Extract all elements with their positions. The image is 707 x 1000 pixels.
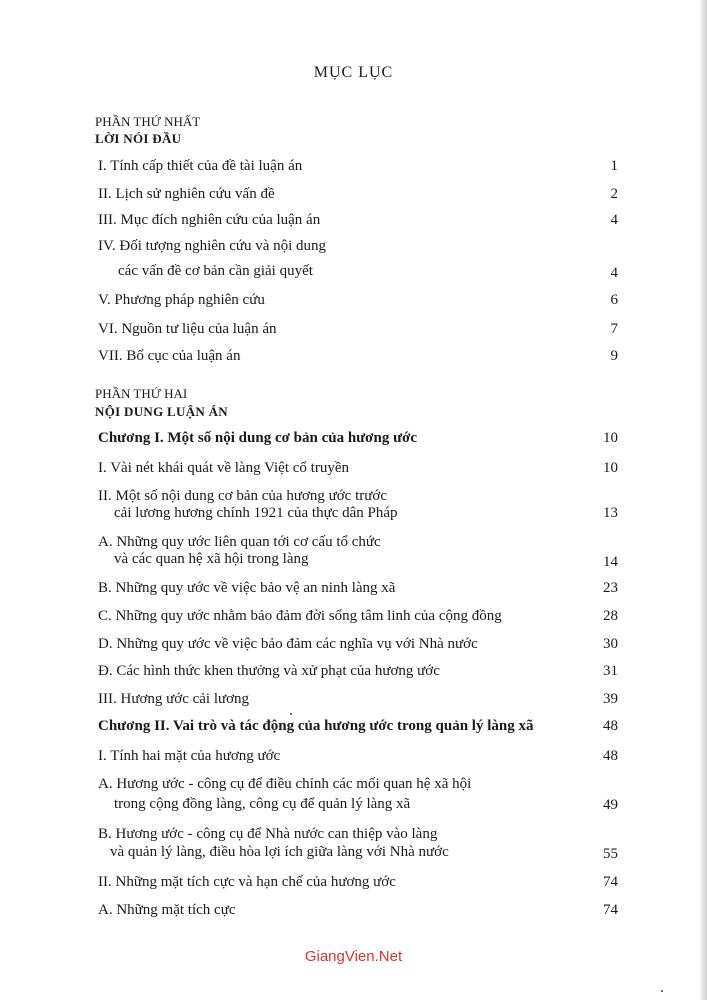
- scan-speck: [290, 713, 292, 715]
- toc-entry: [98, 534, 618, 568]
- toc-entry-text: B. Những quy ước về việc bảo vệ an ninh làng xã: [98, 580, 396, 596]
- toc-entry-text-continued: các vấn đề cơ bản cần giải quyết: [118, 263, 313, 279]
- toc-entry: [98, 691, 618, 708]
- toc-entry: [98, 580, 618, 597]
- toc-entry: [98, 460, 618, 477]
- toc-entry-text: I. Vài nét khái quát về làng Việt cổ truyền: [98, 460, 349, 476]
- toc-entry-page: 39: [603, 691, 618, 707]
- part2-label: PHẦN THỨ HAI: [95, 386, 188, 401]
- toc-entry: [98, 238, 618, 280]
- toc-entry: [98, 186, 618, 203]
- toc-entry-page: 14: [603, 554, 618, 570]
- toc-entry-text: B. Hương ước - công cụ để Nhà nước can thiệp vào làng: [98, 826, 438, 842]
- watermark-footer: GiangVien.Net: [304, 948, 403, 965]
- toc-entry-page: 10: [603, 460, 618, 476]
- toc-entry-text: Chương II. Vai trò và tác động của hương ước trong quản lý làng xã: [98, 718, 534, 734]
- toc-entry: [98, 348, 618, 365]
- toc-entry-page: 13: [603, 505, 618, 521]
- toc-entry-text: A. Hương ước - công cụ để điều chỉnh các mối quan hệ xã hội: [98, 776, 472, 792]
- toc-entry-page: 10: [603, 430, 618, 446]
- toc-entry-page: 74: [603, 902, 618, 918]
- toc-entry: [98, 826, 618, 861]
- toc-entry-page: 6: [610, 292, 618, 308]
- toc-entry-page: 31: [603, 663, 618, 679]
- toc-entry-page: 4: [610, 265, 618, 281]
- toc-entry-text-continued: cải lương hương chính 1921 của thực dân Pháp: [114, 505, 398, 521]
- toc-entry-text: I. Tính hai mặt của hương ước: [98, 748, 281, 764]
- toc-entry-text: VII. Bố cục của luận án: [98, 348, 241, 364]
- toc-entry: [98, 292, 618, 309]
- toc-entry-page: 74: [603, 874, 618, 890]
- toc-entry-page: 23: [603, 580, 618, 596]
- toc-entry-page: 55: [603, 846, 618, 862]
- toc-entry-text: Chương I. Một số nội dung cơ bản của hương ước: [98, 430, 418, 446]
- toc-entry-text-continued: và quản lý làng, điều hòa lợi ích giữa làng với Nhà nước: [110, 844, 449, 860]
- toc-chapter-entry: [98, 718, 618, 735]
- toc-entry-text: I. Tính cấp thiết của đề tài luận án: [98, 158, 303, 174]
- page-edge-shadow: [699, 0, 707, 1000]
- toc-entry-text: VI. Nguồn tư liệu của luận án: [98, 321, 277, 337]
- toc-entry: [98, 776, 618, 813]
- toc-entry-text: A. Những mặt tích cực: [98, 902, 236, 918]
- toc-entry-page: 7: [610, 321, 618, 337]
- toc-entry: [98, 488, 618, 522]
- part2-title: NỘI DUNG LUẬN ÁN: [95, 404, 228, 419]
- toc-entry-text-continued: và các quan hệ xã hội trong làng: [114, 551, 309, 567]
- toc-entry-page: 1: [610, 158, 618, 174]
- toc-entry-text-continued: trong cộng đồng làng, công cụ để quản lý làng xã: [114, 796, 411, 812]
- toc-entry-page: 9: [610, 348, 618, 364]
- page-title: MỤC LỤC: [313, 64, 394, 81]
- toc-entry-text: C. Những quy ước nhằm bảo đảm đời sống tâm linh của cộng đồng: [98, 608, 502, 624]
- toc-entry: [98, 874, 618, 891]
- toc-entry-text: IV. Đối tượng nghiên cứu và nội dung: [98, 238, 327, 254]
- scan-speck: [661, 990, 663, 992]
- toc-entry-text: III. Hương ước cải lương: [98, 691, 250, 707]
- toc-entry-text: V. Phương pháp nghiên cứu: [98, 292, 265, 308]
- toc-entry-page: 49: [603, 797, 618, 813]
- part1-title: LỜI NÓI ĐẦU: [95, 131, 182, 146]
- toc-entry-text: Đ. Các hình thức khen thưởng và xử phạt của hương ước: [98, 663, 440, 679]
- toc-entry-text: A. Những quy ước liên quan tới cơ cấu tổ chức: [98, 534, 381, 550]
- toc-entry-page: 48: [603, 748, 618, 764]
- part1-label: PHẦN THỨ NHẤT: [95, 114, 201, 129]
- toc-entry-text: II. Những mặt tích cực và hạn chế của hương ước: [98, 874, 396, 890]
- toc-entry-page: 30: [603, 636, 618, 652]
- toc-entry-page: 2: [610, 186, 618, 202]
- toc-entry-text: II. Một số nội dung cơ bản của hương ước trước: [98, 488, 387, 504]
- toc-entry-text: II. Lịch sử nghiên cứu vấn đề: [98, 186, 275, 202]
- toc-entry-page: 4: [610, 212, 618, 228]
- toc-entry-page: 28: [603, 608, 618, 624]
- toc-entry-page: 48: [603, 718, 618, 734]
- toc-chapter-entry: [98, 430, 618, 447]
- toc-entry: [98, 663, 618, 680]
- toc-entry-text: D. Những quy ước về việc bảo đảm các nghĩa vụ với Nhà nước: [98, 636, 478, 652]
- toc-entry: [98, 321, 618, 338]
- toc-entry: [98, 748, 618, 765]
- toc-entry: [98, 158, 618, 175]
- toc-entry: [98, 636, 618, 653]
- toc-entry: [98, 902, 618, 919]
- toc-entry-text: III. Mục đích nghiên cứu của luận án: [98, 212, 321, 228]
- toc-entry: [98, 212, 618, 229]
- toc-entry: [98, 608, 618, 625]
